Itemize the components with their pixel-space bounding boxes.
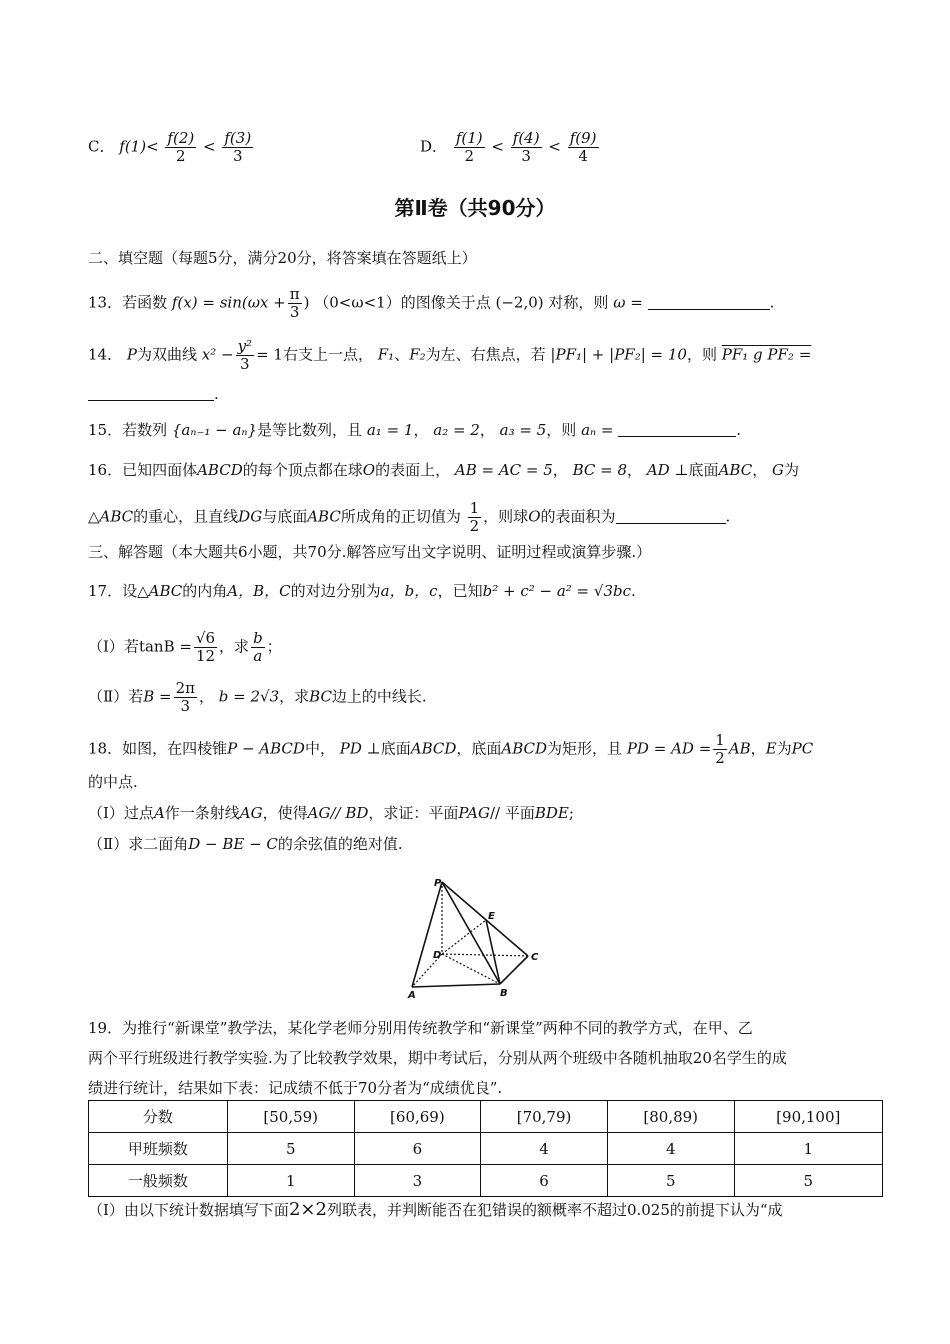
q17-eq: b² + c² − a² = √3bc: [482, 582, 631, 600]
q13-func: f(x) = sin(ωx +: [171, 293, 286, 312]
table-header-cell: [70,79): [481, 1101, 608, 1133]
comma: ，: [479, 421, 495, 439]
frac-num: 1: [715, 731, 725, 749]
q18-ag: AG: [239, 804, 263, 822]
q14-vector: PF₁ g PF₂ =: [721, 345, 812, 364]
q18-a: A: [153, 804, 165, 822]
part2-heading: 二、填空题（每题5分，满分20分，将答案填在答题纸上）: [88, 249, 477, 267]
q17-p2-label: （Ⅱ）若: [88, 687, 144, 706]
q18-frac: [713, 732, 727, 767]
frac-den: 2: [464, 147, 474, 165]
q16-text: 的表面积为: [540, 507, 616, 526]
frac-den: 3: [240, 355, 250, 373]
frac-num: 1: [469, 499, 480, 517]
q17-frac2: [251, 630, 265, 665]
label-d: D: [433, 950, 442, 961]
q14-p: P: [126, 345, 137, 364]
q18-e: E: [765, 739, 777, 758]
q13-prefix: 13．若函数: [88, 293, 168, 312]
q17-frac3: [174, 680, 197, 715]
frac-num: b: [253, 629, 263, 647]
question-18-part1: [88, 803, 574, 823]
q16-text: 底面: [688, 461, 719, 479]
table-cell: 4: [481, 1133, 608, 1165]
comma: ，: [627, 461, 643, 479]
q13-omega: ω =: [613, 293, 643, 312]
frac-den: 2: [469, 517, 480, 535]
question-13: [88, 286, 774, 321]
q18-stem-end: 的中点.: [88, 773, 138, 791]
question-19-line3: 绩进行统计，结果如下表：记成绩不低于70分者为“成绩优良”.: [88, 1079, 503, 1097]
option-c-frac1: [165, 130, 196, 165]
q13-end: .: [769, 293, 775, 312]
q14-end: .: [214, 385, 219, 403]
frac-num: f(4): [512, 129, 540, 147]
q16-text: 所成角的正切值为: [340, 507, 461, 526]
frac-num: y²: [237, 337, 253, 355]
q18-abcd: ABCD: [501, 739, 548, 758]
table-header-cell: [50,59): [227, 1101, 354, 1133]
q17-text: ，求: [219, 637, 250, 656]
q18-agbd: AG// BD: [307, 804, 369, 822]
option-d-frac3: [568, 130, 599, 165]
q17-angles: A，B，C: [227, 582, 291, 600]
q14-text1: 为双曲线: [136, 345, 197, 364]
q18-text: （Ⅱ）求二面角: [88, 835, 189, 853]
edge-pc: [442, 882, 528, 956]
q15-a3: a₃ = 5: [499, 421, 547, 439]
label-e: E: [488, 911, 495, 922]
frac-num: √6: [195, 629, 216, 647]
frac-den: 2: [176, 147, 186, 165]
q16-text: 为: [783, 461, 799, 479]
q18-eq: PD = AD =: [626, 739, 712, 758]
table-header-cell: [60,69): [354, 1101, 481, 1133]
q19-text: （Ⅰ）由以下统计数据填写下面: [88, 1201, 289, 1219]
q15-text2: ，则: [546, 421, 577, 439]
q14-prefix: 14．: [88, 345, 123, 364]
q15-prefix: 15．若数列: [88, 421, 168, 439]
q16-text: 的表面上，: [375, 461, 451, 479]
q15-a1: a₁ = 1: [366, 421, 414, 439]
q17-beq: B =: [143, 687, 172, 706]
q16-abc: ABC: [307, 507, 341, 526]
option-c: [88, 130, 255, 165]
score-table: [88, 1100, 883, 1197]
q18-text: 中，: [304, 739, 335, 758]
semicolon: ；: [266, 637, 282, 656]
question-17-stem: [88, 581, 636, 601]
q14-answer-line: [88, 384, 219, 404]
q13-close: ): [303, 293, 310, 312]
edge-dc: [442, 954, 528, 956]
q18-text: ;: [568, 804, 574, 822]
edge-ab: [412, 984, 500, 987]
q16-text: 与底面: [262, 507, 308, 526]
answer-blank[interactable]: [618, 421, 736, 437]
table-cell: 1: [227, 1165, 354, 1197]
question-19-part1: [88, 1200, 783, 1220]
lt-sign: <: [491, 137, 504, 156]
question-18-part2: [88, 834, 403, 854]
q17-tanb: tanB =: [138, 637, 192, 656]
table-cell: 6: [481, 1165, 608, 1197]
q19-2x2: 2×2: [288, 1199, 327, 1220]
q18-pag: PAG: [458, 804, 490, 822]
q18-text: ，求证：平面: [368, 804, 459, 822]
table-header-row: [89, 1101, 883, 1133]
option-d: [420, 130, 601, 165]
label-p: P: [434, 878, 442, 889]
q18-text: 的余弦值的绝对值.: [277, 835, 403, 853]
frac-num: f(3): [224, 129, 252, 147]
option-d-frac2: [511, 130, 542, 165]
q16-frac: [468, 500, 482, 535]
table-cell: 1: [734, 1133, 882, 1165]
q14-f1: F₁: [377, 345, 395, 364]
q18-text: （Ⅰ）过点: [88, 804, 154, 822]
frac-den: 12: [195, 647, 216, 665]
q16-tri: △ABC: [88, 507, 134, 526]
question-17-part1: [88, 630, 282, 665]
q16-abc: ABC: [718, 461, 753, 479]
question-19-line1: 19．为推行“新课堂”教学法，某化学老师分别用传统教学和“新课堂”两种不同的教学方式，在甲、乙: [88, 1019, 753, 1037]
answer-blank[interactable]: [616, 508, 726, 524]
comma: ，: [552, 461, 568, 479]
q16-g: G: [771, 461, 784, 479]
label-c: C: [531, 952, 539, 963]
edge-bc: [500, 956, 528, 984]
q14-x2: x² −: [201, 345, 234, 364]
q18-text: 为矩形，且: [547, 739, 623, 758]
option-c-frac2: [222, 130, 253, 165]
option-c-label: C．: [88, 137, 115, 156]
table-row: [89, 1165, 883, 1197]
q13-suffix: 对称，则: [548, 293, 609, 312]
q16-text: ，则球: [483, 507, 529, 526]
answer-blank[interactable]: [648, 294, 770, 310]
question-16-line2: [88, 500, 730, 535]
option-d-label: D．: [420, 137, 448, 156]
frac-den: 4: [578, 147, 588, 165]
question-16-line1: [88, 460, 799, 480]
q17-abc: ABC: [148, 582, 183, 600]
option-c-lhs: f(1)<: [119, 137, 159, 156]
q16-abac: AB = AC = 5: [454, 461, 553, 479]
table-cell: 一般频数: [89, 1165, 228, 1197]
comma: ，: [413, 421, 429, 439]
q14-frac: [236, 338, 255, 373]
q17-bc: BC: [309, 687, 332, 706]
table-header-cell: [80,89): [607, 1101, 734, 1133]
table-row: [89, 1133, 883, 1165]
q15-text1: 是等比数列，且: [257, 421, 363, 439]
q18-text: 作一条射线: [164, 804, 240, 822]
q15-end: .: [736, 421, 741, 439]
q17-text: 的内角: [182, 582, 228, 600]
q18-angle: D − BE − C: [188, 835, 278, 853]
frac-num: f(2): [167, 129, 195, 147]
table-header-cell: [90,100]: [734, 1101, 882, 1133]
q18-bde: BDE: [534, 804, 569, 822]
q18-text: 为: [776, 739, 792, 758]
q16-bc: BC = 8: [572, 461, 628, 479]
q14-cond: |PF₁| + |PF₂| = 10: [550, 345, 687, 364]
q18-pc: PC: [791, 739, 814, 758]
q18-text: ，: [750, 739, 766, 758]
question-15: [88, 420, 741, 440]
q18-text: ，使得: [262, 804, 308, 822]
q14-f2: F₂: [409, 345, 426, 364]
q17-end: .: [631, 582, 636, 600]
q16-text: 的每个顶点都在球: [242, 461, 363, 479]
q18-pyramid: P − ABCD: [227, 739, 305, 758]
table-cell: 甲班频数: [89, 1133, 228, 1165]
q14-eq1: = 1: [256, 345, 283, 364]
q15-a2: a₂ = 2: [433, 421, 480, 439]
q16-text: 16．已知四面体: [88, 461, 198, 479]
table-cell: 6: [354, 1133, 481, 1165]
q15-an: aₙ =: [581, 421, 614, 439]
frac-num: f(1): [455, 129, 483, 147]
comma: ，: [198, 687, 214, 706]
pyramid-figure: [398, 872, 558, 1002]
q16-o: O: [362, 461, 376, 479]
q17-frac1: [194, 630, 217, 665]
part3-heading: 三、解答题（本大题共6小题，共70分.解答应写出文字说明、证明过程或演算步骤.）: [88, 543, 652, 561]
q17-text: 17．设△: [88, 582, 149, 600]
q19-text: 列联表，并判断能否在犯错误的额概率不超过0.025的前提下认为“成: [326, 1201, 783, 1219]
q18-pd: PD ⊥: [339, 739, 381, 758]
q16-text: 的重心，且直线: [133, 507, 239, 526]
table-header-cell: 分数: [89, 1101, 228, 1133]
q16-abcd: ABCD: [197, 461, 243, 479]
q17-b-value: b = 2√3: [218, 687, 280, 706]
q18-text: 底面: [380, 739, 411, 758]
question-19-line2: 两个平行班级进行教学实验.为了比较教学效果，期中考试后，分别从两个班级中各随机抽取20名学生的成: [88, 1049, 787, 1067]
q14-text2: 右支上一点，: [282, 345, 373, 364]
frac-den: 3: [180, 697, 191, 715]
lt-sign: <: [548, 137, 561, 156]
q18-text: // 平面: [489, 804, 535, 822]
q16-o: O: [528, 507, 541, 526]
table-cell: 3: [354, 1165, 481, 1197]
q18-text: ，底面: [456, 739, 502, 758]
option-d-frac1: [454, 130, 485, 165]
table-cell: 5: [227, 1133, 354, 1165]
q17-sides: a，b，c: [380, 582, 438, 600]
q17-text: ，已知: [437, 582, 483, 600]
frac-den: 3: [233, 147, 243, 165]
q15-seq: {aₙ₋₁ − aₙ}: [171, 421, 258, 439]
q17-text: ，求: [279, 687, 310, 706]
q14-text4: ，则: [686, 345, 717, 364]
lt-sign: <: [203, 137, 216, 156]
q17-p1-label: （Ⅰ）若: [88, 637, 139, 656]
table-cell: 5: [734, 1165, 882, 1197]
question-14: [88, 338, 811, 373]
q18-ab: AB: [728, 739, 751, 758]
label-b: B: [500, 988, 508, 999]
table-cell: 5: [607, 1165, 734, 1197]
q13-cond: （0<ω<1）的图像关于点: [314, 293, 491, 312]
frac-num: f(9): [569, 129, 597, 147]
q13-frac: [288, 286, 302, 321]
q13-point: (−2,0): [495, 293, 544, 312]
comma: ，: [752, 461, 768, 479]
edge-pa: [412, 882, 442, 987]
q16-ad: AD ⊥: [646, 461, 689, 479]
q18-text: 18．如图，在四棱锥: [88, 739, 228, 758]
question-18-stem: [88, 732, 813, 767]
q18-abcd: ABCD: [410, 739, 457, 758]
answer-blank[interactable]: [88, 385, 214, 401]
frac-den: 3: [521, 147, 531, 165]
q14-text3: 为左、右焦点，若: [425, 345, 546, 364]
frac-num: 2π: [175, 679, 195, 697]
frac-den: 3: [289, 303, 300, 321]
frac-num: π: [289, 285, 300, 303]
label-a: A: [408, 990, 416, 1001]
q17-text: 边上的中线长.: [331, 687, 427, 706]
frac-den: 2: [715, 749, 725, 767]
frac-den: a: [253, 647, 263, 665]
q14-sep: 、: [394, 345, 410, 364]
q16-end: .: [725, 507, 731, 526]
q16-dg: DG: [238, 507, 263, 526]
table-cell: 4: [607, 1133, 734, 1165]
question-17-part2: [88, 680, 427, 715]
q17-text: 的对边分别为: [290, 582, 381, 600]
section-title: 第Ⅱ卷（共90分）: [394, 196, 556, 220]
